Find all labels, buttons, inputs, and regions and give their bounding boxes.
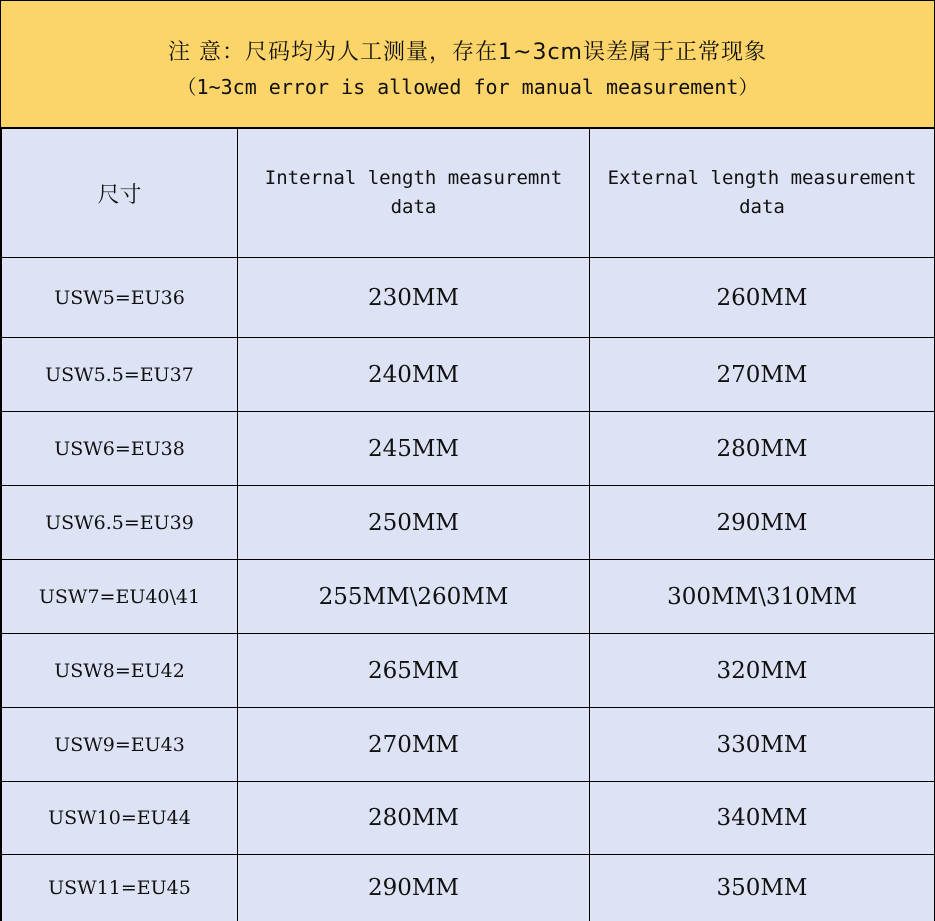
header-external-length: External length measurement data (590, 129, 935, 258)
size-cell: USW8=EU42 (2, 634, 238, 708)
notice-banner (1, 1, 934, 128)
notice-text-english: （1~3cm error is allowed for manual measurement） (176, 75, 759, 99)
header-size: 尺寸 (2, 129, 238, 258)
external-length-cell: 260MM (590, 258, 935, 338)
header-internal-length: Internal length measuremnt data (238, 129, 590, 258)
table-row (2, 338, 935, 412)
table-row (2, 486, 935, 560)
internal-length-cell: 280MM (238, 782, 590, 855)
internal-length-cell: 290MM (238, 855, 590, 921)
external-length-cell: 320MM (590, 634, 935, 708)
external-length-cell: 300MM\310MM (590, 560, 935, 634)
table-row (2, 634, 935, 708)
table-row (2, 708, 935, 782)
size-table (1, 128, 935, 921)
internal-length-cell: 250MM (238, 486, 590, 560)
size-cell: USW6.5=EU39 (2, 486, 238, 560)
table-row (2, 258, 935, 338)
size-cell: USW5=EU36 (2, 258, 238, 338)
notice-text-chinese: 注 意：尺码均为人工测量，存在1~3cm误差属于正常现象 (168, 40, 767, 65)
internal-length-cell: 240MM (238, 338, 590, 412)
internal-length-cell: 265MM (238, 634, 590, 708)
table-header-row (2, 129, 935, 258)
table-row (2, 855, 935, 921)
size-cell: USW5.5=EU37 (2, 338, 238, 412)
external-length-cell: 330MM (590, 708, 935, 782)
internal-length-cell: 270MM (238, 708, 590, 782)
external-length-cell: 340MM (590, 782, 935, 855)
external-length-cell: 290MM (590, 486, 935, 560)
internal-length-cell: 230MM (238, 258, 590, 338)
size-cell: USW9=EU43 (2, 708, 238, 782)
table-row (2, 782, 935, 855)
size-cell: USW11=EU45 (2, 855, 238, 921)
table-row (2, 412, 935, 486)
external-length-cell: 280MM (590, 412, 935, 486)
size-cell: USW6=EU38 (2, 412, 238, 486)
internal-length-cell: 255MM\260MM (238, 560, 590, 634)
size-cell: USW7=EU40\41 (2, 560, 238, 634)
external-length-cell: 270MM (590, 338, 935, 412)
external-length-cell: 350MM (590, 855, 935, 921)
internal-length-cell: 245MM (238, 412, 590, 486)
table-row (2, 560, 935, 634)
size-cell: USW10=EU44 (2, 782, 238, 855)
